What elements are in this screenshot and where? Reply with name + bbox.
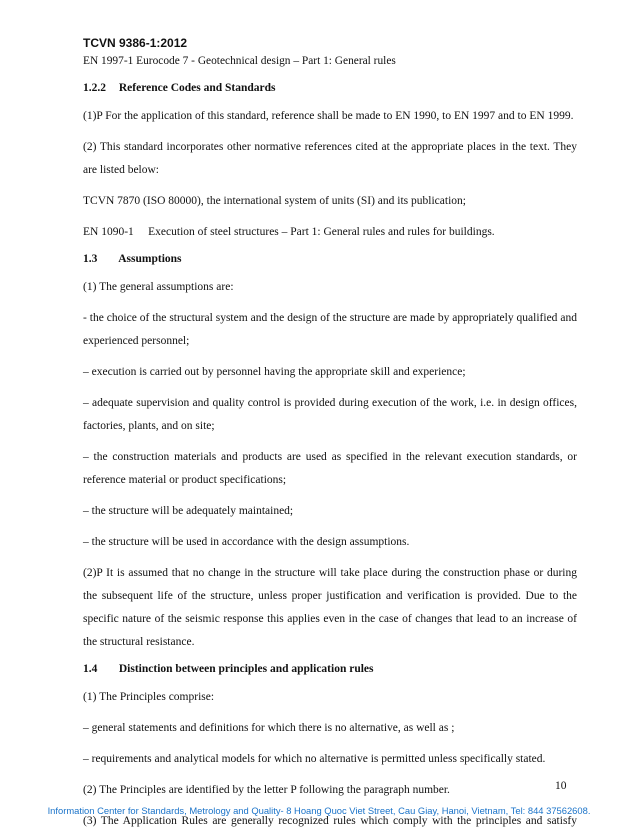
section-title: Distinction between principles and application rules [118,663,374,675]
section-heading-1-3 [83,252,577,266]
list-item: – the structure will be adequately maintained; [83,505,294,517]
section-heading-1-4 [83,662,577,676]
paragraph: (2) The Principles are identified by the letter P following the paragraph number. [83,784,450,796]
list-item: - the choice of the structural system and the design of the structure are made by appropriately qualified and experienced personnel; [83,312,577,347]
paragraph: (3) The Application Rules are generally recognized rules which comply with the principles and satisfy [83,815,577,827]
section-number: 1.3 [83,253,98,265]
paragraph: (1) The Principles comprise: [83,691,215,703]
page-number: 10 [555,780,567,792]
paragraph: (1)P For the application of this standard, reference shall be made to EN 1990, to EN 1997 and to EN 1999. [83,110,574,122]
footer-contact: Information Center for Standards, Metrology and Quality- 8 Hoang Quoc Viet Street, Cau Giay, Hanoi, Vietnam, Tel: 844 37562608. [47,805,591,816]
list-item: – the construction materials and products are used as specified in the relevant execution standards, or reference material or product specifications; [83,451,577,486]
section-title: Assumptions [118,253,182,265]
standard-id: TCVN 9386-1:2012 [83,36,188,50]
list-item: – the structure will be used in accordance with the design assumptions. [83,536,410,548]
paragraph: EN 1090-1 Execution of steel structures – Part 1: General rules and rules for buildings. [83,226,495,238]
list-item: – general statements and definitions for which there is no alternative, as well as ; [83,722,455,734]
document-page [83,36,577,835]
paragraph: TCVN 7870 (ISO 80000), the international system of units (SI) and its publication; [83,195,466,207]
paragraph: (2)P It is assumed that no change in the structure will take place during the construction phase or during the subsequent life of the structure, unless proper justification and verification is provided. Due to the specific nature of the seismic response this applies even in the case of changes that lead to an increase of the structural resistance. [83,567,577,648]
section-number: 1.2.2 [83,82,106,94]
section-number: 1.4 [83,663,98,675]
paragraph: (1) The general assumptions are: [83,281,234,293]
list-item: – requirements and analytical models for which no alternative is permitted unless specifically stated. [83,753,546,765]
list-item: – adequate supervision and quality control is provided during execution of the work, i.e. in design offices, factories, plants, and on site; [83,397,577,432]
section-title: Reference Codes and Standards [118,82,276,94]
standard-subtitle: EN 1997-1 Eurocode 7 - Geotechnical design – Part 1: General rules [83,55,396,67]
list-item: – execution is carried out by personnel having the appropriate skill and experience; [83,366,466,378]
section-heading-1-2-2 [83,81,577,95]
paragraph: (2) This standard incorporates other normative references cited at the appropriate places in the text. They are listed below: [83,141,577,176]
